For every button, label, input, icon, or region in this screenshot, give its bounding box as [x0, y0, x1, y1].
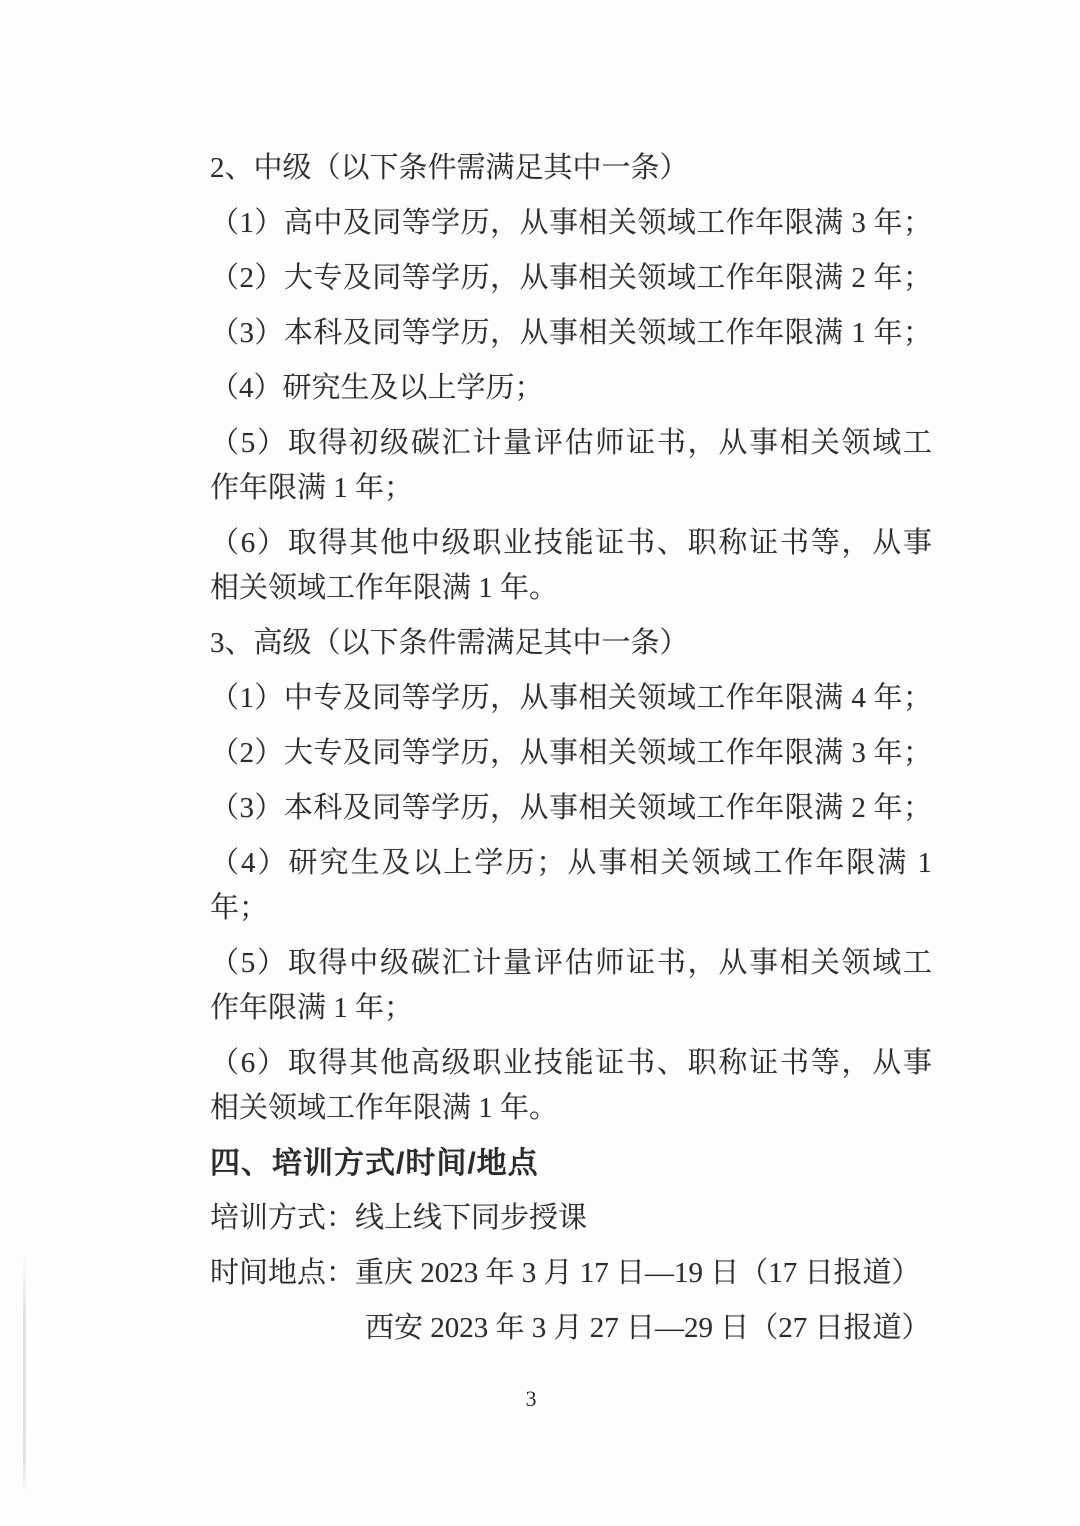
level2-item-5-line-2: 作年限满 1 年； [210, 472, 414, 504]
level2-item-3 [210, 311, 932, 356]
level2-item-2-text: （2）大专及同等学历，从事相关领域工作年限满 2 年； [210, 262, 932, 294]
level3-item-5-line-2: 作年限满 1 年； [210, 992, 414, 1024]
training-method-text: 培训方式：线上线下同步授课 [210, 1202, 588, 1234]
scan-crease-line [23, 1250, 26, 1495]
level3-item-1-text: （1）中专及同等学历，从事相关领域工作年限满 4 年； [210, 682, 932, 714]
level2-item-4 [210, 366, 932, 411]
page-number: 3 [525, 1386, 537, 1411]
level3-item-6-line-1: （6）取得其他高级职业技能证书、职称证书等，从事 [210, 1047, 932, 1079]
level2-item-6-line-2: 相关领域工作年限满 1 年。 [210, 572, 559, 604]
level3-item-5 [210, 941, 932, 1031]
level3-item-2 [210, 731, 932, 776]
level3-item-6 [210, 1041, 932, 1131]
level3-item-3 [210, 786, 932, 831]
schedule-xian [210, 1306, 932, 1351]
level3-section [210, 621, 932, 666]
level3-item-4 [210, 841, 932, 931]
level2-heading: 2、中级（以下条件需满足其中一条） [210, 152, 689, 184]
level2-item-5 [210, 421, 932, 511]
level2-item-2 [210, 256, 932, 301]
level3-item-6-line-2: 相关领域工作年限满 1 年。 [210, 1092, 559, 1124]
schedule-chongqing [210, 1251, 932, 1296]
level3-item-4-line-2: 年； [210, 892, 269, 924]
level3-item-2-text: （2）大专及同等学历，从事相关领域工作年限满 3 年； [210, 737, 932, 769]
level2-item-6-line-1: （6）取得其他中级职业技能证书、职称证书等，从事 [210, 527, 932, 559]
level2-item-3-text: （3）本科及同等学历，从事相关领域工作年限满 1 年； [210, 317, 932, 349]
level2-item-4-text: （4）研究生及以上学历； [210, 372, 544, 404]
level2-item-1-text: （1）高中及同等学历，从事相关领域工作年限满 3 年； [210, 207, 932, 239]
section4 [210, 1141, 932, 1186]
training-method [210, 1196, 932, 1241]
level2-item-5-line-1: （5）取得初级碳汇计量评估师证书，从事相关领域工 [210, 427, 932, 459]
schedule-chongqing-text: 时间地点：重庆 2023 年 3 月 17 日—19 日（17 日报道） [210, 1257, 921, 1289]
section4-heading: 四、培训方式/时间/地点 [210, 1147, 539, 1180]
schedule-xian-text: 西安 2023 年 3 月 27 日—29 日（27 日报道） [365, 1312, 931, 1344]
level2-item-6 [210, 521, 932, 611]
level3-item-1 [210, 676, 932, 721]
document-body [210, 146, 932, 1361]
level3-item-5-line-1: （5）取得中级碳汇计量评估师证书，从事相关领域工 [210, 947, 932, 979]
level2-item-1 [210, 201, 932, 246]
level3-heading: 3、高级（以下条件需满足其中一条） [210, 627, 689, 659]
level3-item-4-line-1: （4）研究生及以上学历；从事相关领域工作年限满 1 [210, 847, 932, 879]
level2-section [210, 146, 932, 191]
level3-item-3-text: （3）本科及同等学历，从事相关领域工作年限满 2 年； [210, 792, 932, 824]
